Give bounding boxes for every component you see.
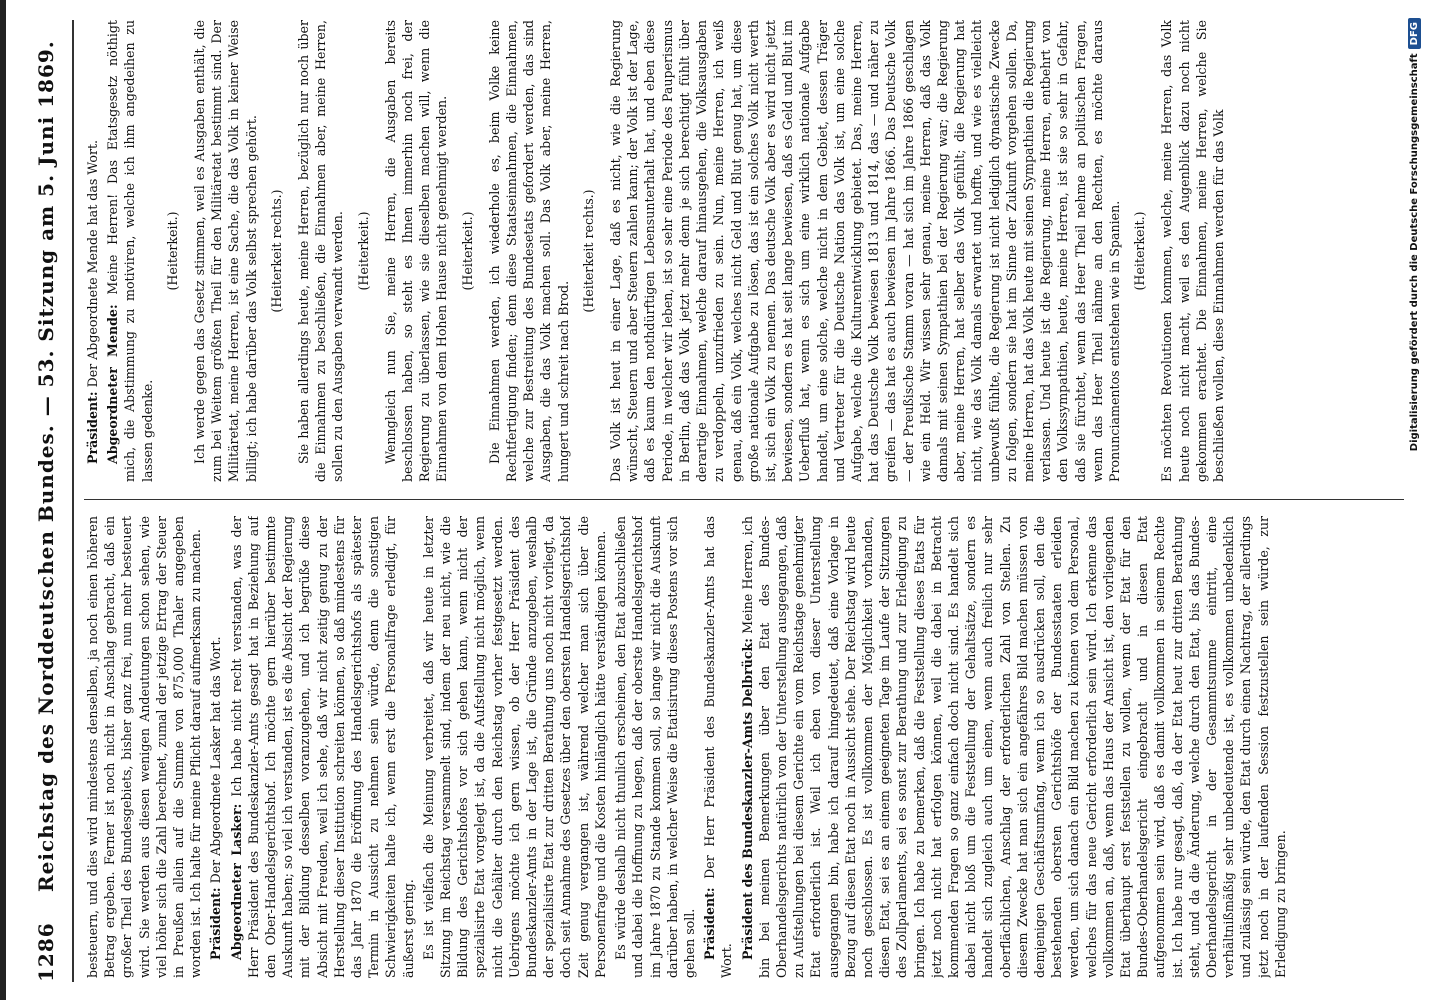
speech-text: Meine Herren! Das Etatsgesetz nöthigt mich, die Abstimmung zu motiviren, welche ich ihm angedeihen zu lassen gedenke. — [105, 20, 155, 482]
digitization-credit — [1408, 18, 1426, 480]
page-number: 1286 — [34, 922, 58, 982]
body-paragraph: Es möchten Revolutionen kommen, welche, meine Herren, das Volk heute noch nicht macht, weil es den Augenblick dazu noch nicht gekommen erachtet. Die Einnahmen, meine Herren, welche Sie beschließen wollen, diese Einnahmen werden für das Volk — [1159, 20, 1226, 482]
body-paragraph: Es ist vielfach die Meinung verbreitet, daß wir heute in letzter Sitzung im Reichstag versammelt sind, indem der neu nicht, wie die Bildung des Gerichtshofes vor sich gehen kann, wenn nicht der spezialisirte Etat vorgelegt ist, da die Aufstellung nicht möglich, wenn nicht die Gehälter durch den Reichstag vorher festgesetzt werden. Uebrigens möchte ich gern wissen, ob der Herr Präsident des Bundeskanzler-Amts in der Lage ist, die Gründe anzugeben, weshalb der spezialisirte Etat zur dritten Berathung uns noch nicht vorliegt, da doch seit Annahme des Gesetzes über den obersten Handelsgerichtshof Zeit genug vergangen ist, während welcher man sich über die Personenfrage und die Kosten hinlänglich hätte verständigen können. — [420, 516, 608, 978]
column-divider — [84, 499, 1404, 500]
speaker-name: Abgeordneter Mende: — [105, 304, 121, 464]
speaker-name: Präsident: — [208, 887, 224, 960]
stage-direction: (Heiterkeit rechts.) — [580, 189, 596, 313]
stage-direction: (Heiterkeit rechts.) — [268, 189, 284, 313]
speech-text: Ich habe nicht recht verstanden, was der Herr Präsident des Bundeskanzler-Amts gesagt hat in Beziehung auf den Ober-Handelsgerichtshof. Ich möchte gern hierüber bestimmte Auskunft haben; so viel ich verstanden, ist es die Absicht der Regierung mit der Bildung desselben voranzugehen, und ich begrüße diese Absicht mit Freuden, weil ich sehe, daß wir nicht zeitig genug zu der Herstellung dieser Institution schreiten können, so daß mindestens für das Jahr 1870 die Eröffnung des Handelsgerichtshofs als spätester Termin in Aussicht zu nehmen sein würde, denn die sonstigen Schwierigkeiten halte ich, wenn erst die Personalfrage erledigt, für äußerst gering. — [228, 516, 416, 978]
stage-direction: (Heiterkeit.) — [1132, 211, 1148, 291]
speaker-name: Präsident: — [702, 887, 718, 960]
credit-text: Digitalisierung gefördert durch die Deutsche Forschungsgemeinschaft — [1409, 53, 1420, 452]
body-paragraph: Das Volk ist heut in einer Lage, daß es nicht, wie die Regierung wünscht, Steuern und aber Steuern zahlen kann; der Volk ist der Lage, daß es kaum den nothdürftigen Lebensunterhalt hat, und eben diese Periode, in welcher wir leben, ist so sehr eine Periode des Pauperismus in Berlin, daß das Volk jetzt mehr denn je sich berechtigt fühlt über derartige Einnahmen, welche darauf hinausgehen, die Volksausgaben zu verdoppeln, unzufrieden zu sein. Nun, meine Herren, ich weiß genau, daß ein Volk, welches nicht Geld und Blut genug hat, um diese große nationale Aufgabe zu lösen, das ist ein solches Volk nicht werth ist, sich ein Volk zu nennen. Das deutsche Volk aber es wird nicht jetzt bewiesen, sondern es hat seit lange bewiesen, daß es Geld und Blut im Ueberfluß hat, wenn es sich um eine wirklich nationale Aufgabe handelt, um eine solche, welche nicht in dem Gebiet, dessen Träger und Vertreter für die Deutsche Nation das Volk ist, um eine solche Aufgabe, welche die Kulturentwicklung gebietet. Das, meine Herren, hat das Deutsche Volk bewiesen 1813 und 1814, das — und näher zu greifen — das hat es auch bewiesen im Jahre 1866. Das Deutsche Volk — der Preußische Stamm voran — hat sich im Jahre 1866 geschlagen wie ein Held. Wir wissen sehr genau, meine Herren, daß das Volk damals mit seinen Sympathien bei der Regierung war; die Regierung aber, meine Herren, hat selber das Volk gefühlt; die Regierung hat nicht, wie das Volk damals erwartet und hoffte, und wie es vielleicht unbewußt fühlte, die Regierung ist nicht lediglich dynastische Zwecke zu folgen, sondern sie hat im Sinne der Zukunft vorgehen sollen. Da, meine Herren, hat das Volk heute mit seinen Sympathien die Regierung verlassen. Und heute ist die Regierung, meine Herren, entbehrt von den Volkssympathien, heute, meine Herren, ist sie so sehr in Gefahr, daß sie fürchtet, wenn das Heer Theil nehme an politischen Fragen, wenn das Heer Theil nähme an den Rechten, es möchte daraus Pronunciamentos entstehen wie in Spanien. — [608, 20, 1122, 482]
dfg-logo: DFG — [1408, 18, 1421, 49]
body-paragraph: Es würde deshalb nicht thunlich erscheinen, den Etat abzuschließen und dabei die Hoffnung zu hegen, daß der oberste Handelsgerichtshof im Jahre 1870 zu Stande kommen soll, so lange wir nicht die Auskunft darüber haben, in welcher Weise die Etatisirung dieses Postens vor sich gehen soll. — [613, 516, 697, 978]
body-paragraph: Sie haben allerdings heute, meine Herren, bezüglich nur noch über die Einnahmen zu beschließen, die Einnahmen aber, meine Herren, sollen zu den Ausgaben verwandt werden. — [296, 20, 346, 482]
speech-text: Der Abgeordnete Lasker hat das Wort. — [208, 636, 224, 884]
stage-direction: (Heiterkeit.) — [164, 211, 180, 291]
page-header — [26, 20, 66, 982]
speaker-name: Präsident: — [85, 391, 100, 464]
body-paragraph: besteuern, und dies wird mindestens denselben, ja noch einen höheren Betrag ergeben. Ferner ist noch nicht in Anschlag gebracht, daß ein großer Theil des Bundesgebiets, bisher ganz frei, nun mehr besteuert wird. Sie werden aus diesen wenigen Andeutungen schon sehen, wie viel höher sich die Zahl berechnet, zumal der jetzige Ertrag der Steuer in Preußen allein auf die Summe von 875,000 Thaler angegeben worden ist. Ich halte für meine Pflicht darauf aufmerksam zu machen. — [85, 516, 204, 978]
speech-text: Meine Herren, ich bin bei meinen Bemerkungen über den Etat des Bundes-Oberhandelsgerichts natürlich von der Unterstellung ausgegangen, daß zu Aufstellungen bei diesem Gerichte ein vom Reichstage genehmigter Etat erforderlich ist. Weil ich eben von dieser Unterstellung ausgegangen bin, habe ich darauf hingedeutet, daß eine Vorlage in Bezug auf diesen Etat noch in Aussicht stehe. Der Reichstag wird heute noch geschlossen. Es ist vollkommen der Möglichkeit vorhanden, diesen Etat, sei es an einem geeigneten Tage im Laufe der Sitzungen des Zollparlaments, sei es sonst zur Berathung und zur Erledigung zu bringen. Ich habe zu bemerken, daß die Feststellung dieses Etats für jetzt noch nicht hat erfolgen können, weil die dabei in Betracht kommenden Fragen so ganz einfach doch nicht sind. Es handelt sich dabei nicht bloß um die Feststellung der Gehaltsätze, sondern es handelt sich zugleich auch um einen, wenn auch freilich nur sehr oberflächlichen, Anschlag der erforderlichen Zahl von Stellen. Zu diesem Zwecke hat man sich ein angefähres Bild machen müssen von demjenigen Geschäftsumfang, wenn ich so ausdrücken soll, den die bestehenden obersten Gerichtshöfe der Bundesstaaten erleiden werden, um sich danach ein Bild machen zu können von dem Personal, welches für das neue Gericht erforderlich sein wird. Ich erkenne das vollkommen an, daß, wenn das Haus der Ansicht ist, den vorliegenden Etat überhaupt erst feststellen zu wollen, wenn der Etat für den Bundes-Oberhandelsgericht eingebracht und in diesen Etat aufgenommen sein wird, daß es damit vollkommen in seinem Rechte ist. Ich habe nur gesagt, daß, da der Etat heut zur dritten Berathung steht, und da die Änderung, welche durch den Etat, bis das Bundes-Oberhandelsgericht in der Gesammtsumme eintritt, eine verhältnißmäßig sehr unbedeutende ist, es vollkommen unbedenklich und zulässig sein würde, den Etat durch einen Nachtrag, der allerdings jetzt noch in der laufenden Session festzustellen sein würde, zur Erledigung zu bringen. — [739, 516, 1288, 978]
speech-text: Der Abgeordnete Mende hat das Wort. — [85, 139, 100, 388]
body-paragraph: Wenngleich nun Sie, meine Herren, die Ausgaben bereits beschlossen haben, so steht es Ihnen immerhin noch frei, der Regierung zu überlassen, wie sie dieselben machen will, wenn die Einnahmen von dem Hohen Hause nicht genehmigt werden. — [382, 20, 450, 482]
speech-paragraph — [104, 20, 156, 482]
running-title: Reichstag des Norddeutschen Bundes. — 53. Sitzung am 5. Juni 1869. — [34, 40, 58, 892]
page-edge-line — [0, 0, 6, 1000]
stage-direction: (Heiterkeit.) — [355, 211, 371, 291]
speech-paragraph — [228, 516, 417, 978]
right-text-column — [84, 20, 1404, 482]
speech-paragraph — [701, 516, 735, 978]
speech-paragraph — [207, 516, 224, 978]
speaker-name: Abgeordneter Lasker: — [228, 803, 244, 960]
left-text-column — [84, 516, 1404, 978]
body-paragraph: Die Einnahmen werden, ich wiederhole es, beim Volke keine Rechtfertigung finden; denn diese Staatseinnahmen, die Einnahmen, welche zur Bestreitung des Bundesetats gefordert werden, das sind Ausgaben, die das Volk machen soll. Das Volk aber, meine Herren, hungert und schreit nach Brod. — [486, 20, 571, 482]
body-paragraph: Ich werde gegen das Gesetz stimmen, weil es Ausgaben enthält, die zum bei Weitem größten Theil für den Militäretat bestimmt sind. Der Militäretat, meine Herren, ist eine Sache, die das Volk in keiner Weise billigt; ich habe darüber das Volk selbst sprechen gehört. — [192, 20, 259, 482]
speech-paragraph — [739, 516, 1290, 978]
header-rule — [72, 20, 74, 982]
speech-paragraph — [84, 20, 101, 482]
stage-direction: (Heiterkeit.) — [459, 211, 475, 291]
speech-text: Der Herr Präsident des Bundeskanzler-Amts hat das Wort. — [702, 516, 735, 978]
speaker-name: Präsident des Bundeskanzler-Amts Delbrück: — [739, 638, 755, 960]
